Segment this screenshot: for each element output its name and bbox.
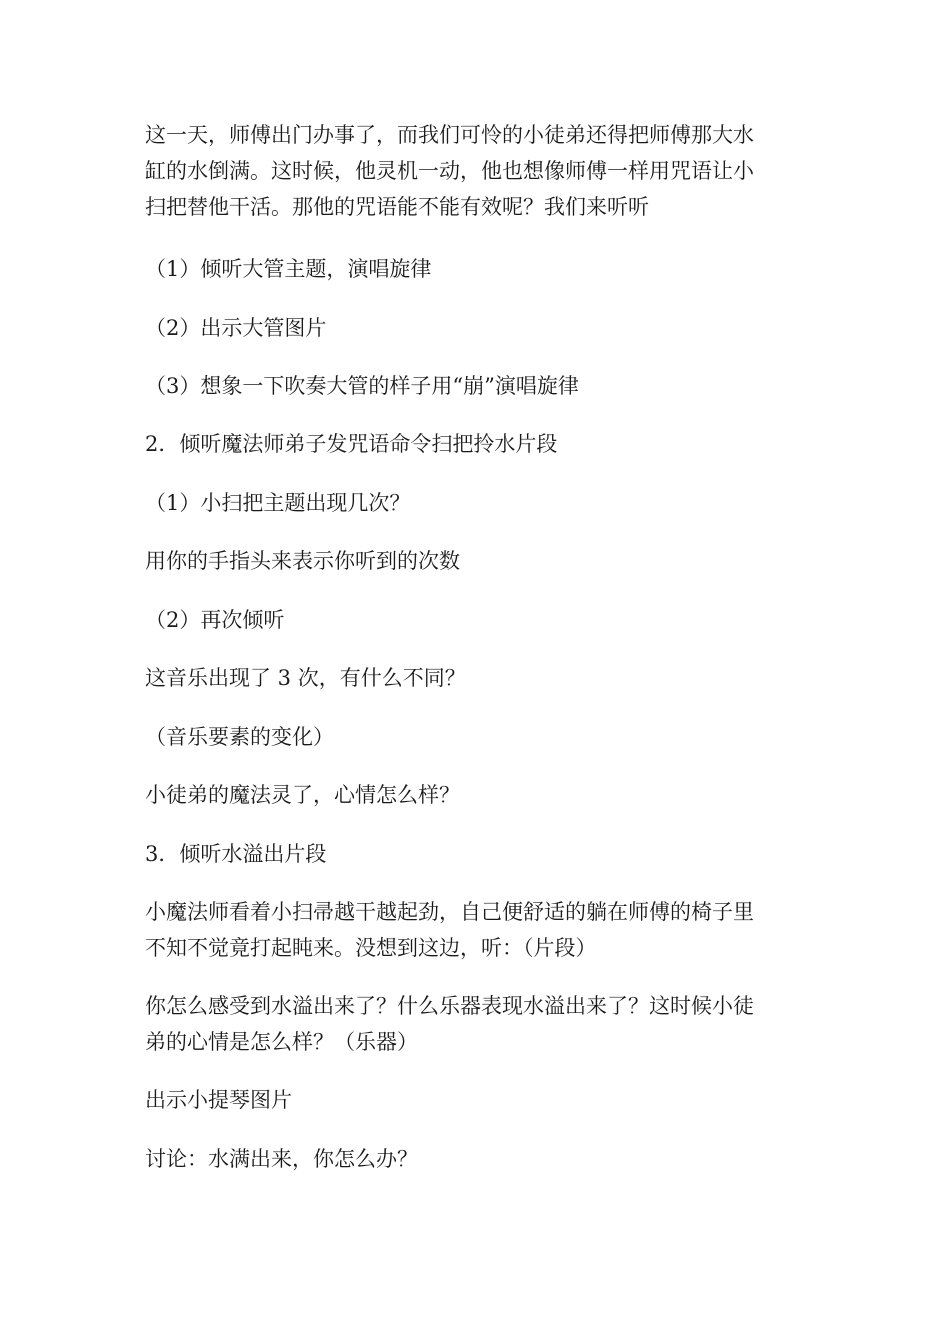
text-line: 小徒弟的魔法灵了，心情怎么样？ xyxy=(145,783,460,807)
text-line: （2）再次倾听 xyxy=(145,608,285,632)
text-line: 扫把替他干活。那他的咒语能不能有效呢？我们来听听 xyxy=(145,195,649,219)
paragraph-question-3 xyxy=(145,988,805,1060)
paragraph-step-1-2 xyxy=(145,310,805,346)
paragraph-show-violin xyxy=(145,1082,805,1118)
section-heading-3 xyxy=(145,836,805,872)
text-line: 3．倾听水溢出片段 xyxy=(145,842,327,866)
text-line: （3）想象一下吹奏大管的样子用“崩”演唱旋律 xyxy=(145,374,579,398)
section-heading-2 xyxy=(145,426,805,462)
text-line: （音乐要素的变化） xyxy=(145,725,334,749)
paragraph-question-2 xyxy=(145,777,805,813)
text-line: 缸的水倒满。这时候，他灵机一动，他也想像师傅一样用咒语让小 xyxy=(145,159,754,183)
paragraph-answer-1 xyxy=(145,719,805,755)
text-line: 弟的心情是怎么样？（乐器） xyxy=(145,1030,418,1054)
text-line: 这音乐出现了 3 次，有什么不同？ xyxy=(145,666,466,690)
text-line: 用你的手指头来表示你听到的次数 xyxy=(145,549,460,573)
paragraph-question-1 xyxy=(145,660,805,696)
paragraph-intro xyxy=(145,117,805,225)
paragraph-narration xyxy=(145,894,805,966)
text-line: 小魔法师看着小扫帚越干越起劲，自己便舒适的躺在师傅的椅子里 xyxy=(145,900,754,924)
text-line: （1）倾听大管主题，演唱旋律 xyxy=(145,257,432,281)
text-line: （1）小扫把主题出现几次？ xyxy=(145,491,411,515)
paragraph-step-2-2 xyxy=(145,602,805,638)
text-line: 这一天，师傅出门办事了，而我们可怜的小徒弟还得把师傅那大水 xyxy=(145,123,754,147)
text-line: 你怎么感受到水溢出来了？什么乐器表现水溢出来了？这时候小徒 xyxy=(145,994,754,1018)
text-line: （2）出示大管图片 xyxy=(145,316,327,340)
paragraph-discussion xyxy=(145,1141,805,1177)
paragraph-step-2-1 xyxy=(145,485,805,521)
paragraph-step-1-3 xyxy=(145,368,805,404)
paragraph-step-2-1-note xyxy=(145,543,805,579)
text-line: 出示小提琴图片 xyxy=(145,1088,292,1112)
text-line: 不知不觉竟打起盹来。没想到这边，听：（片段） xyxy=(145,936,597,960)
text-line: 2．倾听魔法师弟子发咒语命令扫把拎水片段 xyxy=(145,432,558,456)
paragraph-step-1-1 xyxy=(145,251,805,287)
text-line: 讨论：水满出来，你怎么办？ xyxy=(145,1147,418,1171)
